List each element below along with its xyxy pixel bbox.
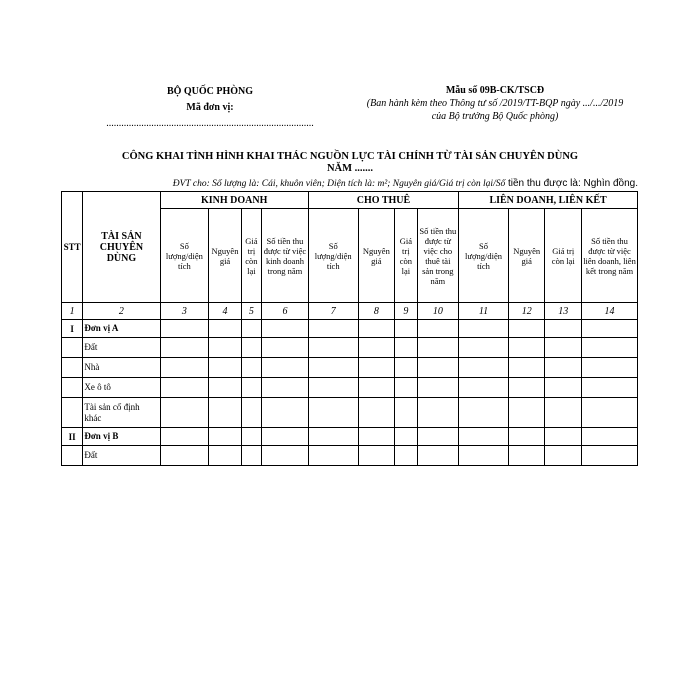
value-cell — [358, 398, 395, 428]
value-cell — [160, 358, 209, 378]
value-cell — [308, 320, 358, 338]
row-stt: I — [62, 320, 83, 338]
value-cell — [508, 428, 545, 446]
value-cell — [582, 320, 638, 338]
value-cell — [508, 338, 545, 358]
col-header-asset: TÀI SẢN CHUYÊN DÙNG — [83, 192, 160, 303]
row-stt — [62, 378, 83, 398]
value-cell — [209, 320, 242, 338]
value-cell — [241, 358, 261, 378]
value-cell — [241, 446, 261, 466]
value-cell — [545, 446, 582, 466]
sub-header-joint-cost: Nguyên giá — [508, 209, 545, 303]
col-number: 8 — [358, 303, 395, 320]
sub-header-joint-remaining: Giá trị còn lại — [545, 209, 582, 303]
value-cell — [160, 446, 209, 466]
title-line-2: NĂM ....... — [326, 163, 374, 174]
value-cell — [582, 398, 638, 428]
value-cell — [241, 378, 261, 398]
row-asset-name: Xe ô tô — [83, 378, 160, 398]
row-stt: II — [62, 428, 83, 446]
value-cell — [241, 338, 261, 358]
col-number: 13 — [545, 303, 582, 320]
table-row — [62, 320, 638, 338]
value-cell — [395, 320, 417, 338]
value-cell — [358, 428, 395, 446]
col-number: 3 — [160, 303, 209, 320]
table-row — [62, 378, 638, 398]
col-number: 2 — [83, 303, 160, 320]
value-cell — [459, 358, 509, 378]
col-number: 10 — [417, 303, 459, 320]
group-header-lease: CHO THUÊ — [308, 192, 458, 209]
column-number-row — [62, 303, 638, 320]
row-asset-name: Đơn vị B — [83, 428, 160, 446]
value-cell — [417, 428, 459, 446]
sub-header-business-cost: Nguyên giá — [209, 209, 242, 303]
unit-note-plain: tiền thu được là: Nghìn đồng. — [505, 178, 638, 189]
value-cell — [395, 398, 417, 428]
row-stt — [62, 398, 83, 428]
value-cell — [308, 398, 358, 428]
value-cell — [582, 428, 638, 446]
row-stt — [62, 338, 83, 358]
sub-header-joint-qty: Số lượng/diện tích — [459, 209, 509, 303]
value-cell — [508, 358, 545, 378]
title-line-1: CÔNG KHAI TÌNH HÌNH KHAI THÁC NGUỒN LỰC TÀI CHÍNH TỪ TÀI SẢN CHUYÊN DÙNG — [121, 151, 579, 162]
value-cell — [262, 378, 309, 398]
value-cell — [358, 320, 395, 338]
value-cell — [262, 446, 309, 466]
value-cell — [545, 398, 582, 428]
value-cell — [241, 320, 261, 338]
unit-code-label: Mã đơn vị: — [186, 102, 234, 113]
value-cell — [358, 358, 395, 378]
group-header-joint-venture: LIÊN DOANH, LIÊN KẾT — [459, 192, 638, 209]
table-row — [62, 428, 638, 446]
row-asset-name: Nhà — [83, 358, 160, 378]
col-number: 9 — [395, 303, 417, 320]
value-cell — [262, 428, 309, 446]
col-header-stt: STT — [62, 192, 83, 303]
value-cell — [395, 338, 417, 358]
value-cell — [262, 398, 309, 428]
col-number: 12 — [508, 303, 545, 320]
value-cell — [459, 320, 509, 338]
value-cell — [545, 338, 582, 358]
group-header-business: KINH DOANH — [160, 192, 308, 209]
value-cell — [459, 338, 509, 358]
value-cell — [508, 320, 545, 338]
table-row — [62, 398, 638, 428]
value-cell — [209, 398, 242, 428]
header-left — [60, 84, 360, 132]
value-cell — [209, 428, 242, 446]
value-cell — [209, 378, 242, 398]
value-cell — [459, 378, 509, 398]
value-cell — [262, 358, 309, 378]
value-cell — [395, 446, 417, 466]
value-cell — [417, 338, 459, 358]
value-cell — [209, 358, 242, 378]
row-asset-name: Đất — [83, 338, 160, 358]
col-number: 1 — [62, 303, 83, 320]
unit-note — [60, 178, 638, 189]
unit-note-italic: ĐVT cho: Số lượng là: Cái, khuôn viên; Diện tích là: m²; Nguyên giá/Giá trị còn lại/Số — [172, 179, 506, 189]
value-cell — [508, 398, 545, 428]
sub-header-lease-revenue: Số tiền thu được từ việc cho thuê tài sản trong năm — [417, 209, 459, 303]
value-cell — [582, 358, 638, 378]
col-number: 14 — [582, 303, 638, 320]
organization-name: BỘ QUỐC PHÒNG — [166, 86, 254, 97]
row-stt — [62, 358, 83, 378]
value-cell — [417, 358, 459, 378]
value-cell — [160, 320, 209, 338]
row-stt — [62, 446, 83, 466]
sub-header-lease-cost: Nguyên giá — [358, 209, 395, 303]
value-cell — [308, 378, 358, 398]
document-title — [60, 151, 640, 175]
value-cell — [241, 398, 261, 428]
unit-code-blank: ................................................................................... — [106, 118, 314, 129]
table-row — [62, 358, 638, 378]
value-cell — [358, 338, 395, 358]
value-cell — [209, 446, 242, 466]
value-cell — [545, 320, 582, 338]
value-cell — [459, 428, 509, 446]
value-cell — [545, 428, 582, 446]
form-number: Mẫu số 09B-CK/TSCĐ — [445, 85, 545, 96]
row-asset-name: Tài sản cố định khác — [83, 398, 160, 428]
value-cell — [545, 378, 582, 398]
table-row — [62, 338, 638, 358]
value-cell — [395, 428, 417, 446]
value-cell — [209, 338, 242, 358]
row-asset-name: Đơn vị A — [83, 320, 160, 338]
col-number: 7 — [308, 303, 358, 320]
value-cell — [508, 378, 545, 398]
value-cell — [417, 320, 459, 338]
col-number: 6 — [262, 303, 309, 320]
value-cell — [262, 320, 309, 338]
sub-header-business-qty: Số lượng/diện tích — [160, 209, 209, 303]
value-cell — [160, 428, 209, 446]
value-cell — [459, 446, 509, 466]
issued-line-1: (Ban hành kèm theo Thông tư số /2019/TT-BQP ngày .../.../2019 — [366, 98, 624, 109]
value-cell — [395, 358, 417, 378]
value-cell — [417, 446, 459, 466]
value-cell — [545, 358, 582, 378]
value-cell — [508, 446, 545, 466]
issued-line-2: của Bộ trưởng Bộ Quốc phòng) — [431, 111, 559, 122]
sub-header-business-remaining: Giá trị còn lại — [241, 209, 261, 303]
value-cell — [459, 398, 509, 428]
col-number: 11 — [459, 303, 509, 320]
value-cell — [358, 378, 395, 398]
value-cell — [417, 378, 459, 398]
header-right — [330, 84, 660, 123]
value-cell — [308, 428, 358, 446]
table-body — [62, 320, 638, 466]
value-cell — [160, 378, 209, 398]
asset-table — [61, 191, 638, 466]
sub-header-joint-revenue: Số tiền thu được từ việc liên doanh, liên kết trong năm — [582, 209, 638, 303]
value-cell — [582, 446, 638, 466]
sub-header-business-revenue: Số tiền thu được từ việc kinh doanh trong năm — [262, 209, 309, 303]
value-cell — [308, 338, 358, 358]
value-cell — [582, 338, 638, 358]
sub-header-lease-qty: Số lượng/diện tích — [308, 209, 358, 303]
col-number: 5 — [241, 303, 261, 320]
value-cell — [395, 378, 417, 398]
table-row — [62, 446, 638, 466]
value-cell — [417, 398, 459, 428]
sub-header-lease-remaining: Giá trị còn lại — [395, 209, 417, 303]
value-cell — [241, 428, 261, 446]
col-number: 4 — [209, 303, 242, 320]
value-cell — [308, 446, 358, 466]
value-cell — [262, 338, 309, 358]
value-cell — [358, 446, 395, 466]
value-cell — [308, 358, 358, 378]
value-cell — [160, 338, 209, 358]
value-cell — [160, 398, 209, 428]
value-cell — [582, 378, 638, 398]
row-asset-name: Đất — [83, 446, 160, 466]
